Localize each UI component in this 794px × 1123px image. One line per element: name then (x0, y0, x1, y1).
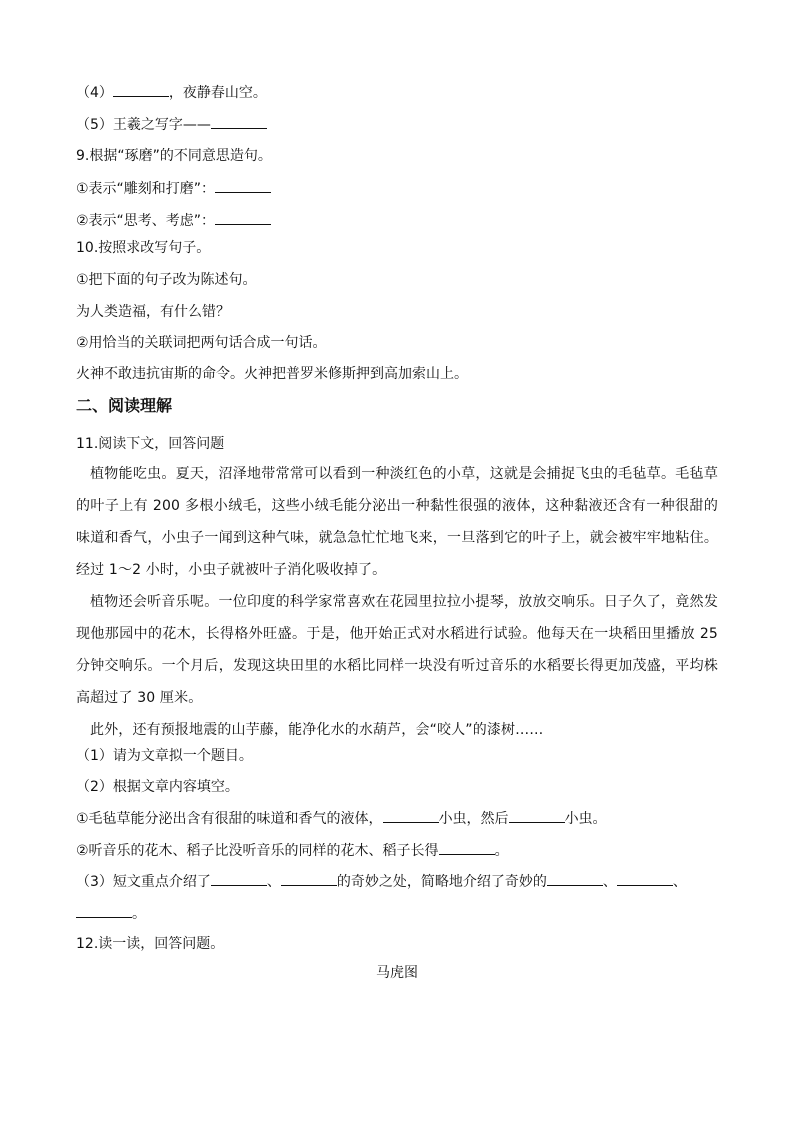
q10-item-1: ①把下面的句子改为陈述句。 (76, 272, 257, 288)
q11-sub-1: （1）请为文章拟一个题目。 (76, 748, 253, 764)
separator: 、 (602, 874, 617, 890)
answer-blank[interactable] (439, 840, 495, 855)
q11-sub2-item-2 (76, 840, 509, 861)
poem-title: 马虎图 (376, 965, 418, 981)
q12-title: 12.读一读，回答问题。 (76, 936, 225, 952)
q8-item-5 (76, 114, 267, 135)
q10-item-2: ②用恰当的关联词把两句话合成一句话。 (76, 335, 327, 351)
q10-sentence-1: 为人类造福，有什么错？ (76, 304, 230, 320)
q11-sub2-item1-a: ①毛毡草能分泌出含有很甜的味道和香气的液体， (76, 811, 383, 827)
q11-sub3-b: 的奇妙之处，简略地介绍了奇妙的 (336, 874, 547, 890)
passage-paragraph-3: 此外，还有预报地震的山芋藤，能净化水的水葫芦，会“咬人”的漆树…… (90, 722, 544, 738)
q8-item4-prefix: （4） (76, 85, 113, 101)
passage-paragraph-2: 植物还会听音乐呢。一位印度的科学家常喜欢在花园里拉拉小提琴，放放交响乐。日子久了，竟然发现他那园中的花木，长得格外旺盛。于是，他开始正式对水稻进行试验。他每天在一块稻田里播放 25 分钟交响乐。一个月后，发现这块田里的水稻比同样一块没有听过音乐的水稻要长得更加茂盛，平均株高超过了 30 厘米。 (76, 594, 718, 706)
answer-blank[interactable] (547, 871, 603, 886)
answer-blank[interactable] (76, 903, 132, 918)
q11-sub2-item1-b: 小虫，然后 (438, 811, 509, 827)
q11-sub3-continued (76, 903, 146, 924)
q11-sub2-item2-b: 。 (494, 843, 509, 859)
answer-blank[interactable] (617, 871, 673, 886)
q11-sub2-item2-a: ②听音乐的花木、稻子比没听音乐的同样的花木、稻子长得 (76, 843, 439, 859)
answer-blank[interactable] (281, 871, 337, 886)
q11-sub3-a: （3）短文重点介绍了 (76, 874, 211, 890)
q10-title: 10.按照求改写句子。 (76, 240, 211, 256)
q11-sub3-end: 。 (132, 906, 146, 922)
q11-sub2-item-1 (76, 808, 607, 829)
q11-sub2-item1-c: 小虫。 (564, 811, 607, 827)
passage-paragraph-1: 植物能吃虫。夏天，沼泽地带常常可以看到一种淡红色的小草，这就是会捕捉飞虫的毛毡草。毛毡草的叶子上有 200 多根小绒毛，这些小绒毛能分泌出一种黏性很强的液体，这种黏液还含有一种很甜的味道和香气，小虫子一闻到这种气味，就急急忙忙地飞来，一旦落到它的叶子上，就会被牢牢地粘住。经过 1～2 小时，小虫子就被叶子消化吸收掉了。 (76, 466, 718, 578)
answer-blank[interactable] (211, 114, 267, 129)
answer-blank[interactable] (113, 82, 169, 97)
answer-blank[interactable] (509, 808, 565, 823)
q10-sentence-2: 火神不敢违抗宙斯的命令。火神把普罗米修斯押到高加索山上。 (76, 366, 468, 382)
q9-item2-text: ②表示“思考、考虑”： (76, 213, 216, 229)
q9-item-1 (76, 178, 271, 199)
q9-item-2 (76, 210, 271, 231)
answer-blank[interactable] (383, 808, 439, 823)
q11-sub-2: （2）根据文章内容填空。 (76, 779, 239, 795)
section-heading: 二、阅读理解 (76, 396, 173, 415)
q11-title: 11.阅读下文，回答问题 (76, 436, 225, 452)
separator: 、 (266, 874, 281, 890)
q8-item4-suffix: ，夜静春山空。 (168, 85, 267, 101)
q9-item1-text: ①表示“雕刻和打磨”： (76, 181, 216, 197)
q9-title: 9.根据“琢磨”的不同意思造句。 (76, 148, 272, 164)
answer-blank[interactable] (211, 871, 267, 886)
answer-blank[interactable] (215, 178, 271, 193)
separator: 、 (672, 874, 687, 890)
q8-item-4 (76, 82, 267, 103)
q11-sub-3 (76, 871, 687, 892)
q8-item5-text: （5）王羲之写字—— (76, 117, 211, 133)
answer-blank[interactable] (215, 210, 271, 225)
